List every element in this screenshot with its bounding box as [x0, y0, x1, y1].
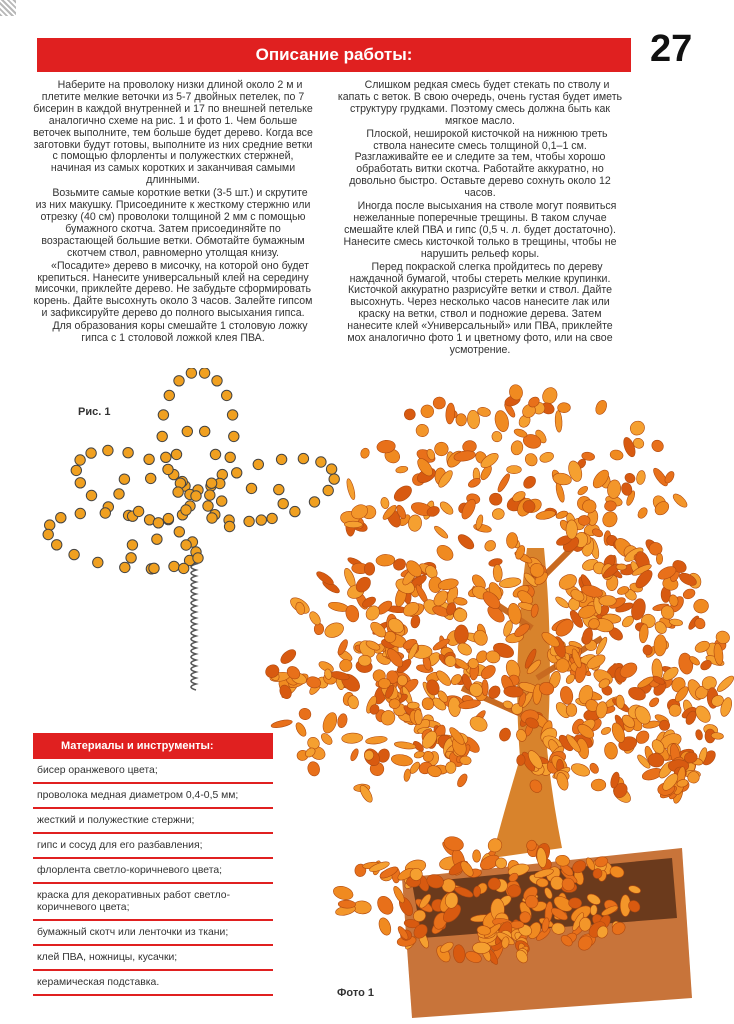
wire-stem [191, 558, 196, 690]
corner-mark [0, 0, 16, 16]
material-item: бисер оранжевого цвета; [33, 759, 273, 784]
paragraph: Слишком редкая смесь будет стекать по стволу и капать с веток. В свою очередь, очень густая будет иметь структуру грудками. Поэтому смесь должна быть как мягкое масло. [337, 79, 623, 127]
left-text-column [32, 80, 314, 346]
material-item: керамическая подставка. [33, 971, 273, 996]
section-title-bar [37, 38, 631, 72]
material-item: клей ПВА, ножницы, кусачки; [33, 946, 273, 971]
paragraph: «Посадите» дерево в мисочку, на которой оно будет крепиться. Нанесите универсальный клей на середину мисочки, приклейте дерево. Не забудьте сформировать корень. Дайте высохнуть около 3 часов. Залейте гипсом и зафиксируйте дерево до полного высыхания гипса. [33, 259, 313, 320]
beaded-tree-photo [262, 378, 734, 1024]
material-item: бумажный скотч или ленточки из ткани; [33, 921, 273, 946]
paragraph: Наберите на проволоку низки длиной около 2 м и плетите мелкие веточки из 5-7 двойных петелек, по 7 бисерин в каждой внутренней и 17 по внешней петельке аналогично схеме на рис. 1 и фото 1. Чем больше веточек выполните, тем больше будет дерево. Когда все заготовки будут готовы, выполните из них средние ветки с помощью флорленты и полужестких стержней, начиная из самых коротких и заканчивая самыми длинными. [33, 79, 313, 187]
materials-box [33, 733, 273, 996]
paragraph: Для образования коры смешайте 1 столовую ложку гипса с 1 столовой ложкой клея ПВА. [52, 320, 308, 345]
paragraph: Плоской, неширокой кисточкой на нижнюю треть ствола нанесите смесь толщиной 0,1–1 см. Разглаживайте ее и следите за тем, чтобы хорошо обработать витки скотча. Работайте аккуратно, но довольно быстро. Оставьте дерево сохнуть около 12 часов. [349, 127, 611, 200]
material-item: краска для декоративных работ светло-коричневого цвета; [33, 884, 273, 921]
right-text-column [337, 80, 623, 358]
material-item: проволока медная диаметром 0,4-0,5 мм; [33, 784, 273, 809]
page-number: 27 [650, 28, 693, 70]
paragraph: Перед покраской слегка пройдитесь по дереву наждачной бумагой, чтобы стереть мелкие крупинки. Кисточкой аккуратно разрисуйте ветки и ствол. Дайте высохнуть. Через несколько часов нанесите лак или краску на ветки, ствол и подножие дерева. Затем нанесите клей «Универсальный» или ПВА, приклейте мох аналогично фото 1 и цветному фото, или на свое усмотрение. [347, 260, 613, 356]
photo-label: Фото 1 [337, 987, 374, 999]
figure-label: Рис. 1 [78, 406, 111, 418]
materials-list [33, 759, 273, 996]
paragraph: Иногда после высыхания на стволе могут появиться нежеланные поперечные трещины. В таком случае смешайте клей ПВА и гипс (0,5 ч. л. будет достаточно). Нанесите смесь кисточкой только в трещины, чтобы не нарушить рельеф коры. [343, 200, 617, 260]
material-item: жесткий и полужесткие стержни; [33, 809, 273, 834]
materials-title: Материалы и инструменты: [33, 733, 273, 759]
material-item: гипс и сосуд для его разбавления; [33, 834, 273, 859]
section-title: Описание работы: [255, 45, 413, 64]
material-item: флорлента светло-коричневого цвета; [33, 859, 273, 884]
paragraph: Возьмите самые короткие ветки (3-5 шт.) и скрутите из них макушку. Присоедините к жесткому стержню или отрезку (40 см) проволоки толщиной 2 мм с помощью бумажного скотча. Затем присоединяйте по возрастающей большие ветки. Обмотайте бумажным скотчем ствол, равномерно утолщая книзу. [35, 187, 311, 259]
